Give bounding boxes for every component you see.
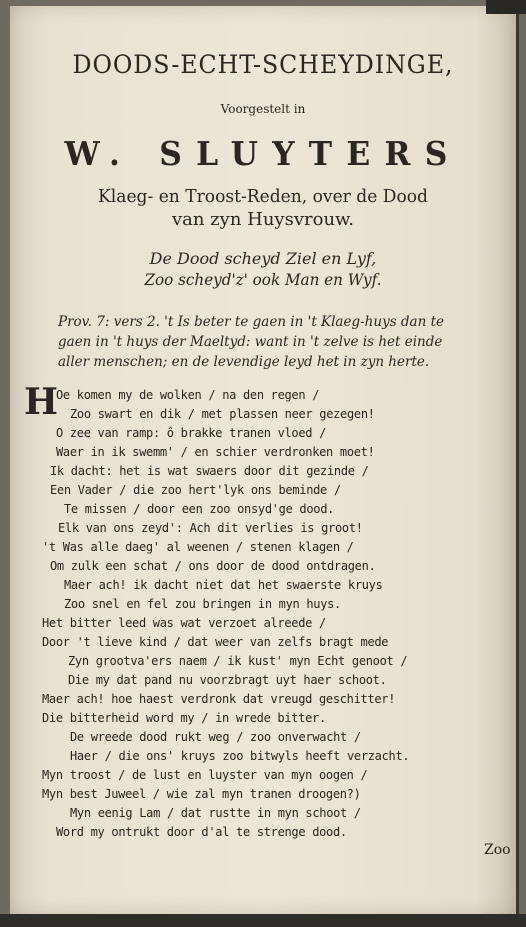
- author-name: W. SLUYTERS: [64, 134, 462, 173]
- poem-line: Myn troost / de lust en luyster van myn oogen /: [42, 768, 368, 782]
- poem-line: Zyn grootva'ers naem / ik kust' myn Echt genoot /: [68, 654, 408, 668]
- epigraph: [58, 312, 488, 372]
- catchword: Zoo: [484, 842, 511, 858]
- poem-line: Ik dacht: het is wat swaers door dit gezinde /: [50, 464, 369, 478]
- poem-line: Elk van ons zeyd': Ach dit verlies is groot!: [58, 521, 363, 535]
- poem-line: Haer / die ons' kruys zoo bitwyls heeft verzacht.: [70, 749, 410, 763]
- bottom-shadow: [0, 914, 526, 927]
- poem-line: De wreede dood rukt weg / zoo onverwacht /: [70, 730, 361, 744]
- drop-cap: H: [24, 381, 59, 423]
- poem-line: Te missen / door een zoo onsyd'ge dood.: [64, 502, 335, 516]
- poem-line: Die my dat pand nu voorzbragt uyt haer schoot.: [68, 673, 387, 687]
- poem-line: Word my ontrukt door d'al te strenge dood.: [56, 825, 347, 839]
- poem-line: Die bitterheid word my / in wrede bitter.: [42, 711, 326, 725]
- poem-line: Maer ach! ik dacht niet dat het swaerste kruys: [64, 578, 383, 592]
- poem-line: Zoo snel en fel zou bringen in myn huys.: [64, 597, 341, 611]
- subtitle-line-2: van zyn Huysvrouw.: [171, 209, 355, 230]
- poem-line: Oe komen my de wolken / na den regen /: [56, 388, 320, 402]
- subtitle-intro: Voorgestelt in: [220, 102, 306, 116]
- poem-line: Om zulk een schat / ons door de dood ontdragen.: [50, 559, 376, 573]
- poem-line: Myn best Juweel / wie zal myn tranen droogen?): [42, 787, 361, 801]
- subtitle-line-1: Klaeg- en Troost-Reden, over de Dood: [98, 186, 428, 207]
- page-edge-shadow: [486, 0, 526, 14]
- book-page: [10, 6, 519, 914]
- poem-line: Door 't lieve kind / dat weer van zelfs bragt mede: [42, 635, 389, 649]
- epigraph-line: Prov. 7: vers 2. 't Is beter te gaen in 't Klaeg-huys dan te: [58, 314, 445, 330]
- poem-line: O zee van ramp: ô brakke tranen vloed /: [56, 426, 327, 440]
- poem-line: Een Vader / die zoo hert'lyk ons beminde /: [50, 483, 341, 497]
- poem-line: Myn eenig Lam / dat rustte in myn schoot /: [70, 806, 361, 820]
- epigraph-line: aller menschen; en de levendige leyd het in zyn herte.: [58, 354, 430, 370]
- poem-line: 't Was alle daeg' al weenen / stenen klagen /: [42, 540, 354, 554]
- poem-line: Zoo swart en dik / met plassen neer gezegen!: [70, 407, 375, 421]
- page-title: DOODS-ECHT-SCHEYDINGE,: [72, 50, 454, 79]
- poem-line: Maer ach! hoe haest verdronk dat vreugd geschitter!: [42, 692, 396, 706]
- motto-line-2: Zoo scheyd'z' ook Man en Wyf.: [144, 270, 382, 289]
- poem-line: Waer in ik swemm' / en schier verdronken moet!: [56, 445, 375, 459]
- motto-line-1: De Dood scheyd Ziel en Lyf,: [149, 249, 377, 268]
- poem-line: Het bitter leed was wat verzoet alreede /: [42, 616, 326, 630]
- epigraph-line: gaen in 't huys der Maeltyd: want in 't zelve is het einde: [58, 334, 443, 350]
